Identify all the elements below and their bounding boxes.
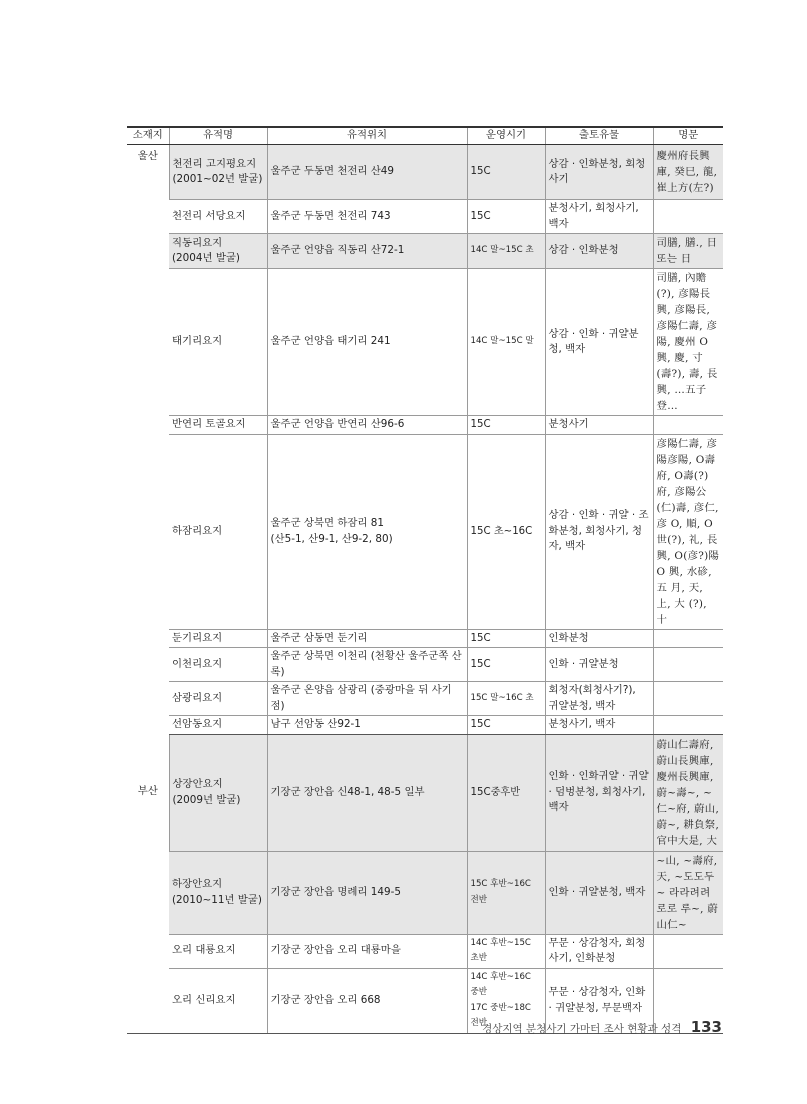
- artifacts-cell: 분청사기, 회청사기, 백자: [545, 200, 653, 234]
- artifacts-cell: 인화분청: [545, 629, 653, 648]
- region-cell: 울산: [137, 150, 158, 162]
- period-cell: 15C중후반: [467, 734, 545, 851]
- site-location-cell: 울주군 언양읍 태기리 241: [267, 269, 467, 416]
- site-location-cell: 기장군 장안읍 명례리 149-5: [267, 851, 467, 934]
- period-cell: 15C: [467, 416, 545, 435]
- site-name-cell: 하장안요지 (2010~11년 발굴): [169, 851, 267, 934]
- header-inscription: 명문: [653, 127, 723, 145]
- site-location-cell: 기장군 장안읍 신48-1, 48-5 일부: [267, 734, 467, 851]
- header-artifacts: 출토유물: [545, 127, 653, 145]
- site-location-cell: 울주군 상북면 하잠리 81 (산5-1, 산9-1, 산9-2, 80): [267, 434, 467, 629]
- period-cell: 15C: [467, 648, 545, 682]
- table-row: [127, 416, 723, 435]
- kiln-site-table: [127, 126, 723, 1034]
- artifacts-cell: 상감 · 인화분청, 회청사기: [545, 145, 653, 200]
- inscription-cell: [653, 716, 723, 735]
- inscription-cell: [653, 200, 723, 234]
- inscription-cell: [653, 629, 723, 648]
- header-site-location: 유적위치: [267, 127, 467, 145]
- site-location-cell: 기장군 장안읍 오리 대룡마을: [267, 934, 467, 968]
- artifacts-cell: 분청사기: [545, 416, 653, 435]
- inscription-cell: 司膳, 膳., 日 또는 日: [653, 234, 723, 269]
- header-region: 소재지: [127, 127, 169, 145]
- site-name-cell: 천전리 서당요지: [169, 200, 267, 234]
- table-row: [127, 851, 723, 934]
- period-cell: 15C 말~16C 초: [467, 682, 545, 716]
- site-name-cell: 둔기리요지: [169, 629, 267, 648]
- page-footer: [482, 1018, 722, 1036]
- site-name-cell: 오리 대룡요지: [169, 934, 267, 968]
- artifacts-cell: 인화 · 귀얄분청: [545, 648, 653, 682]
- site-name-cell: 삼광리요지: [169, 682, 267, 716]
- table-row: [127, 269, 723, 416]
- artifacts-cell: 상감 · 인화 · 귀얄분청, 백자: [545, 269, 653, 416]
- artifacts-cell: 인화 · 귀얄분청, 백자: [545, 851, 653, 934]
- table-row: [127, 434, 723, 629]
- site-name-cell: 이천리요지: [169, 648, 267, 682]
- inscription-cell: [653, 648, 723, 682]
- artifacts-cell: 분청사기, 백자: [545, 716, 653, 735]
- site-name-cell: 하잠리요지: [169, 434, 267, 629]
- table-row: [127, 682, 723, 716]
- artifacts-cell: 상감 · 인화 · 귀얄 · 조화분청, 회청사기, 청자, 백자: [545, 434, 653, 629]
- artifacts-cell: 무문 · 상감청자, 인화 · 귀얄분청, 무문백자: [545, 968, 653, 1033]
- site-location-cell: 울주군 두동면 천전리 산49: [267, 145, 467, 200]
- site-location-cell: 울주군 두동면 천전리 743: [267, 200, 467, 234]
- site-name-cell: 오리 신리요지: [169, 968, 267, 1033]
- period-cell: 15C: [467, 200, 545, 234]
- inscription-cell: [653, 934, 723, 968]
- period-cell: 14C 후반~16C 중반 17C 중반~18C 전반: [467, 968, 545, 1033]
- table-row: [127, 934, 723, 968]
- inscription-cell: ~山, ~壽府, 天, ~도도두~ 라라려려로로 루~, 蔚山仁~: [653, 851, 723, 934]
- site-name-cell: 태기리요지: [169, 269, 267, 416]
- period-cell: 14C 말~15C 초: [467, 234, 545, 269]
- period-cell: 15C: [467, 716, 545, 735]
- period-cell: 14C 후반~15C 초반: [467, 934, 545, 968]
- site-name-cell: 반연리 토골요지: [169, 416, 267, 435]
- site-name-cell: 선암동요지: [169, 716, 267, 735]
- period-cell: 15C 초~16C: [467, 434, 545, 629]
- table-row: [127, 145, 723, 200]
- inscription-cell: 蔚山仁壽府, 蔚山長興庫, 慶州長興庫, 蔚~壽~, ~仁~府, 蔚山, 蔚~, 耕負祭, 官中大是, 大: [653, 734, 723, 851]
- table-header-row: [127, 127, 723, 145]
- artifacts-cell: 인화 · 인화귀얄 · 귀얄 · 덤벙분청, 회청사기, 백자: [545, 734, 653, 851]
- period-cell: 14C 말~15C 말: [467, 269, 545, 416]
- site-name-cell: 천전리 고지평요지 (2001~02년 발굴): [169, 145, 267, 200]
- inscription-cell: 司膳, 內贍(?), 彦陽長興, 彦陽長, 彦陽仁壽, 彦陽, 慶州 O興, 慶, 寸(壽?), 壽, 長興, …五子登…: [653, 269, 723, 416]
- footer-title: 경상지역 분청사기 가마터 조사 현황과 성격: [482, 1023, 682, 1035]
- site-location-cell: 울주군 삼동면 둔기리: [267, 629, 467, 648]
- artifacts-cell: 무문 · 상감청자, 회청사기, 인화분청: [545, 934, 653, 968]
- header-site-name: 유적명: [169, 127, 267, 145]
- site-location-cell: 울주군 언양읍 직동리 산72-1: [267, 234, 467, 269]
- site-location-cell: 울주군 언양읍 반연리 산96-6: [267, 416, 467, 435]
- period-cell: 15C 후반~16C 전반: [467, 851, 545, 934]
- table-row: [127, 716, 723, 735]
- site-name-cell: 상장안요지 (2009년 발굴): [169, 734, 267, 851]
- inscription-cell: [653, 416, 723, 435]
- table-row: [127, 629, 723, 648]
- inscription-cell: 彦陽仁壽, 彦陽彦陽, O壽府, O壽(?) 府, 彦陽公(仁)壽, 彦仁, 彦 O, 順, O世(?), 礼, 長興, O(彦?)陽O 興, 水䂦, 五 月, 天, 上, 大 (?), 十: [653, 434, 723, 629]
- artifacts-cell: 회청자(회청사기?), 귀얄분청, 백자: [545, 682, 653, 716]
- page-number: 133: [690, 1018, 722, 1036]
- site-location-cell: 울주군 상북면 이천리 (천황산 울주군쪽 산록): [267, 648, 467, 682]
- header-period: 운영시기: [467, 127, 545, 145]
- table-row: [127, 734, 723, 851]
- inscription-cell: 慶州府長興庫, 癸巳, 龍, 崔上方(左?): [653, 145, 723, 200]
- region-cell: 부산: [127, 734, 169, 1033]
- table-row: [127, 648, 723, 682]
- site-location-cell: 기장군 장안읍 오리 668: [267, 968, 467, 1033]
- site-location-cell: 남구 선암동 산92-1: [267, 716, 467, 735]
- table-row: [127, 234, 723, 269]
- site-name-cell: 직동리요지 (2004년 발굴): [169, 234, 267, 269]
- period-cell: 15C: [467, 629, 545, 648]
- inscription-cell: [653, 682, 723, 716]
- artifacts-cell: 상감 · 인화분청: [545, 234, 653, 269]
- table-row: [127, 200, 723, 234]
- period-cell: 15C: [467, 145, 545, 200]
- site-location-cell: 울주군 온양읍 삼광리 (중광마을 뒤 사기점): [267, 682, 467, 716]
